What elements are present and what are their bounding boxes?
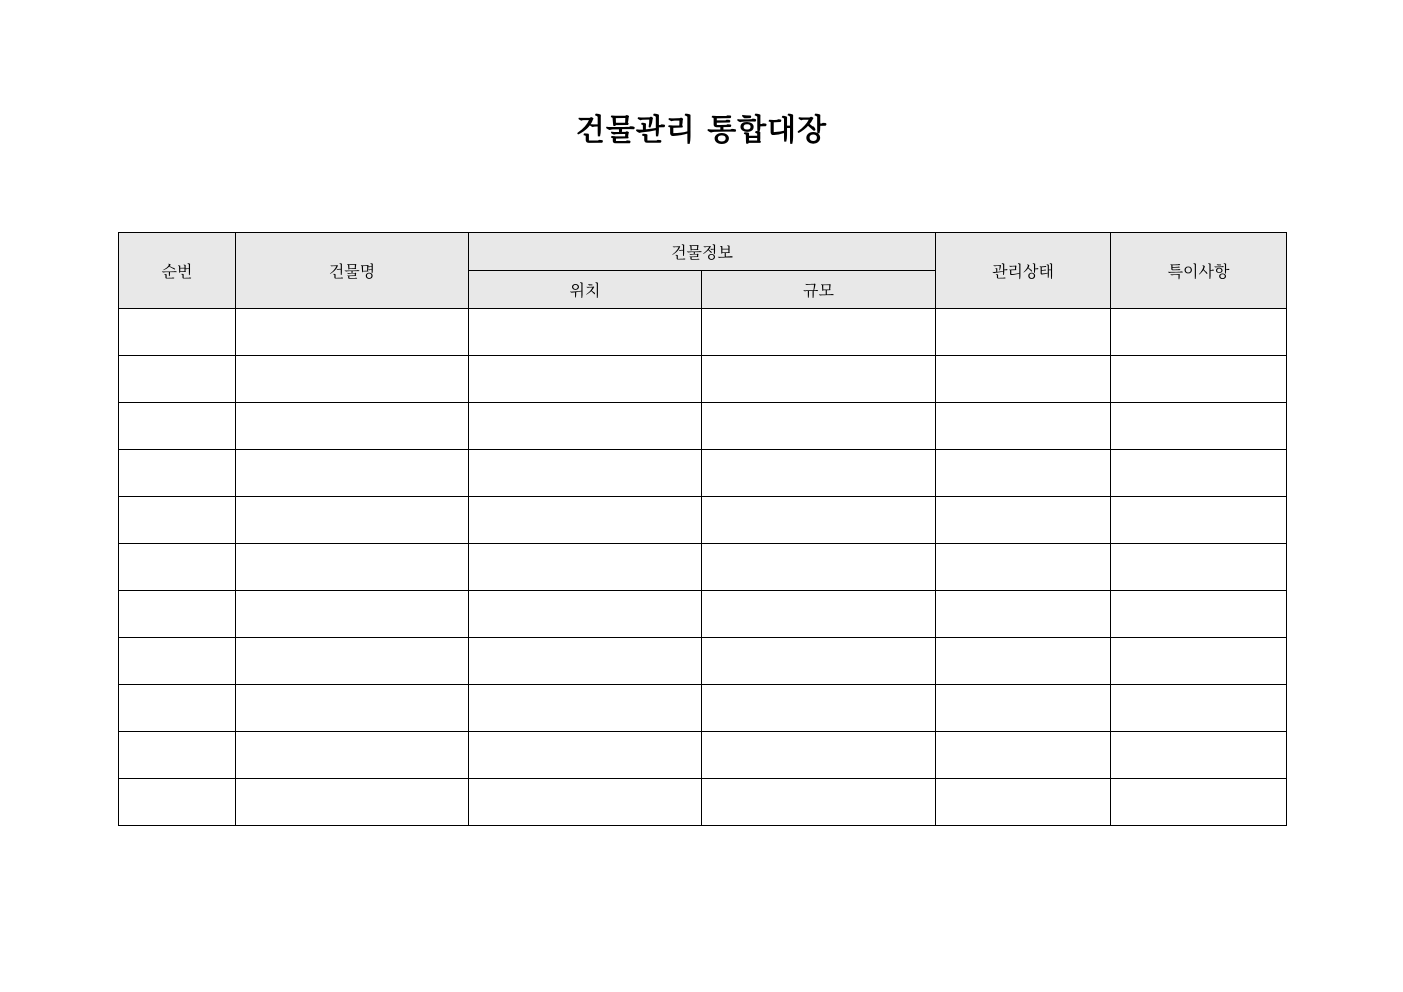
cell-building-name[interactable] [236, 732, 469, 779]
cell-remarks[interactable] [1111, 450, 1287, 497]
cell-location[interactable] [469, 309, 702, 356]
cell-scale[interactable] [702, 638, 936, 685]
cell-management-status[interactable] [936, 544, 1111, 591]
cell-management-status[interactable] [936, 450, 1111, 497]
cell-remarks[interactable] [1111, 309, 1287, 356]
cell-scale[interactable] [702, 732, 936, 779]
cell-scale[interactable] [702, 356, 936, 403]
page-title: 건물관리 통합대장 [575, 113, 828, 148]
cell-management-status[interactable] [936, 356, 1111, 403]
cell-location[interactable] [469, 497, 702, 544]
table-row [119, 450, 1287, 497]
cell-building-name[interactable] [236, 497, 469, 544]
cell-remarks[interactable] [1111, 403, 1287, 450]
table-row [119, 356, 1287, 403]
table-row [119, 403, 1287, 450]
cell-building-name[interactable] [236, 638, 469, 685]
cell-seq[interactable] [119, 685, 236, 732]
header-location: 위치 [469, 271, 702, 309]
cell-seq[interactable] [119, 544, 236, 591]
header-building-name: 건물명 [236, 233, 469, 309]
table-row [119, 544, 1287, 591]
cell-remarks[interactable] [1111, 732, 1287, 779]
table-row [119, 591, 1287, 638]
cell-remarks[interactable] [1111, 356, 1287, 403]
table-row [119, 685, 1287, 732]
cell-building-name[interactable] [236, 544, 469, 591]
cell-location[interactable] [469, 450, 702, 497]
cell-seq[interactable] [119, 591, 236, 638]
cell-remarks[interactable] [1111, 685, 1287, 732]
header-scale: 규모 [702, 271, 936, 309]
table-row [119, 497, 1287, 544]
cell-seq[interactable] [119, 356, 236, 403]
cell-management-status[interactable] [936, 309, 1111, 356]
cell-seq[interactable] [119, 779, 236, 826]
cell-location[interactable] [469, 638, 702, 685]
building-ledger-table [118, 232, 1287, 826]
cell-management-status[interactable] [936, 591, 1111, 638]
cell-seq[interactable] [119, 309, 236, 356]
cell-remarks[interactable] [1111, 591, 1287, 638]
cell-management-status[interactable] [936, 779, 1111, 826]
cell-building-name[interactable] [236, 450, 469, 497]
cell-building-name[interactable] [236, 356, 469, 403]
header-remarks: 특이사항 [1111, 233, 1287, 309]
cell-location[interactable] [469, 591, 702, 638]
table-body [119, 309, 1287, 826]
cell-remarks[interactable] [1111, 779, 1287, 826]
cell-remarks[interactable] [1111, 497, 1287, 544]
header-management-status: 관리상태 [936, 233, 1111, 309]
cell-scale[interactable] [702, 450, 936, 497]
cell-location[interactable] [469, 732, 702, 779]
cell-building-name[interactable] [236, 779, 469, 826]
cell-scale[interactable] [702, 779, 936, 826]
table-row [119, 309, 1287, 356]
cell-location[interactable] [469, 356, 702, 403]
cell-location[interactable] [469, 685, 702, 732]
cell-management-status[interactable] [936, 403, 1111, 450]
cell-seq[interactable] [119, 638, 236, 685]
cell-building-name[interactable] [236, 403, 469, 450]
header-seq: 순번 [119, 233, 236, 309]
cell-location[interactable] [469, 779, 702, 826]
table-header [119, 233, 1287, 309]
cell-management-status[interactable] [936, 638, 1111, 685]
cell-scale[interactable] [702, 403, 936, 450]
cell-scale[interactable] [702, 309, 936, 356]
cell-seq[interactable] [119, 732, 236, 779]
cell-seq[interactable] [119, 450, 236, 497]
cell-building-name[interactable] [236, 685, 469, 732]
cell-seq[interactable] [119, 497, 236, 544]
table-row [119, 638, 1287, 685]
cell-management-status[interactable] [936, 732, 1111, 779]
cell-building-name[interactable] [236, 591, 469, 638]
table-row [119, 779, 1287, 826]
cell-remarks[interactable] [1111, 544, 1287, 591]
table-row [119, 732, 1287, 779]
cell-location[interactable] [469, 544, 702, 591]
cell-building-name[interactable] [236, 309, 469, 356]
cell-scale[interactable] [702, 591, 936, 638]
cell-management-status[interactable] [936, 497, 1111, 544]
header-building-info: 건물정보 [469, 233, 936, 271]
cell-seq[interactable] [119, 403, 236, 450]
cell-scale[interactable] [702, 685, 936, 732]
cell-management-status[interactable] [936, 685, 1111, 732]
cell-scale[interactable] [702, 497, 936, 544]
cell-scale[interactable] [702, 544, 936, 591]
cell-location[interactable] [469, 403, 702, 450]
cell-remarks[interactable] [1111, 638, 1287, 685]
